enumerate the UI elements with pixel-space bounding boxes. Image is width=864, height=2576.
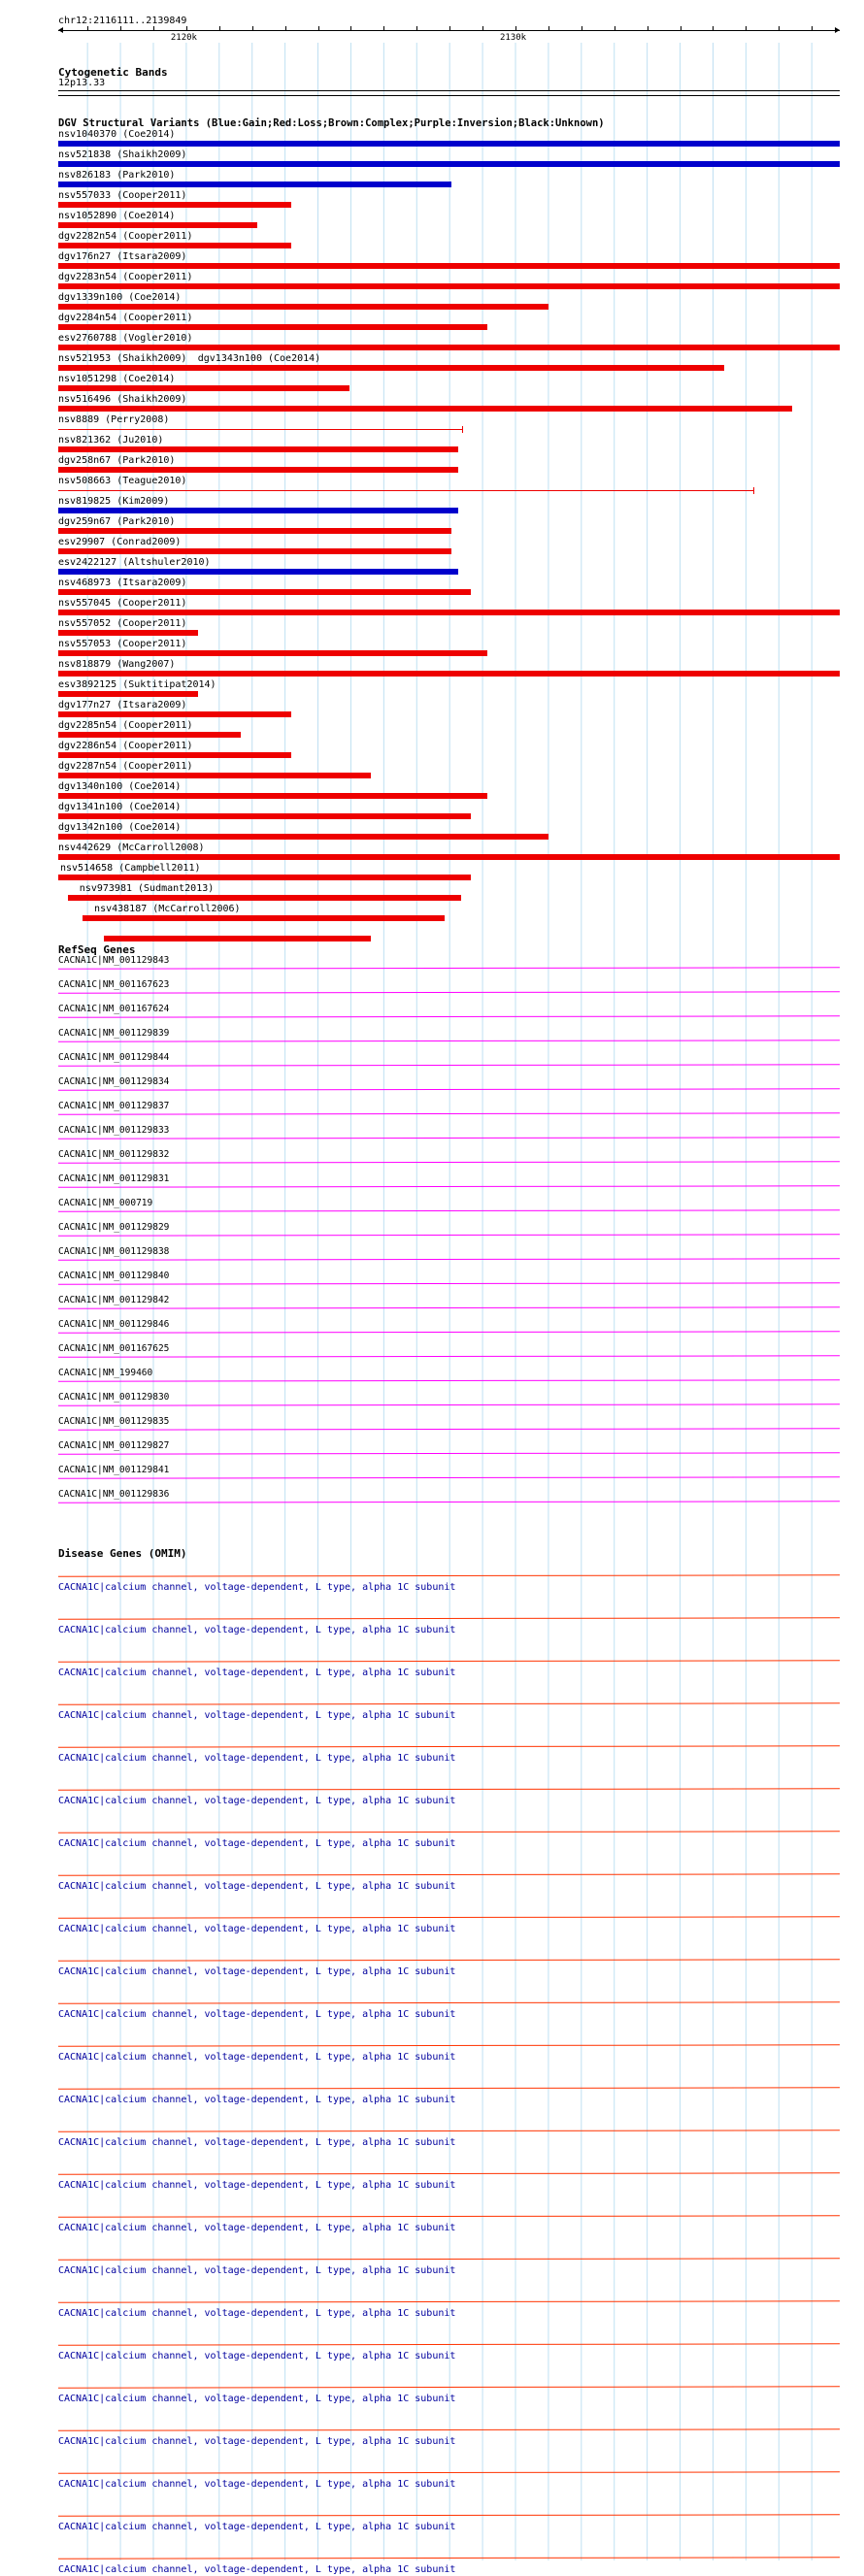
variant-label: nsv514658 (Campbell2011) [60, 863, 201, 874]
omim-label: CACNA1C|calcium channel, voltage-dependent, L type, alpha 1C subunit [58, 1881, 456, 1892]
gene-label: CACNA1C|NM_001129841 [58, 1465, 170, 1475]
variant-label: nsv973981 (Sudmant2013) [79, 883, 215, 894]
variant-bar [58, 345, 840, 350]
variant-bar [58, 793, 487, 799]
variant-label: esv2760788 (Vogler2010) [58, 333, 193, 344]
variant-bar [68, 895, 461, 901]
ruler-tick [186, 26, 187, 31]
ruler-tick [515, 26, 516, 31]
variant-label: esv29907 (Conrad2009) [58, 537, 182, 547]
ruler-tick [779, 26, 780, 31]
ruler-tick [153, 26, 154, 31]
cytoband-line-bottom [58, 95, 840, 96]
variant-label: nsv826183 (Park2010) [58, 170, 176, 181]
variant-bar [58, 161, 840, 167]
gene-label: CACNA1C|NM_001129840 [58, 1271, 170, 1281]
ruler-tick [252, 26, 253, 31]
variant-bar [58, 610, 840, 615]
omim-label: CACNA1C|calcium channel, voltage-dependent, L type, alpha 1C subunit [58, 1966, 456, 1977]
locus-label: chr12:2116111..2139849 [58, 16, 187, 26]
omim-label: CACNA1C|calcium channel, voltage-dependent, L type, alpha 1C subunit [58, 1796, 456, 1806]
cytoband-label: 12p13.33 [58, 78, 106, 88]
variant-bar [58, 650, 487, 656]
ruler-tick [87, 26, 88, 31]
variant-label: nsv557053 (Cooper2011) [58, 639, 187, 649]
variant-label: dgv1343n100 (Coe2014) [197, 353, 321, 364]
variant-label: nsv1052890 (Coe2014) [58, 211, 176, 221]
variant-bar [58, 406, 792, 412]
variant-label: nsv8889 (Perry2008) [58, 414, 170, 425]
cytoband-line-top [58, 90, 840, 91]
variant-label: nsv516496 (Shaikh2009) [58, 394, 187, 405]
gene-label: CACNA1C|NM_001129830 [58, 1392, 170, 1403]
omim-label: CACNA1C|calcium channel, voltage-dependent, L type, alpha 1C subunit [58, 2180, 456, 2191]
ruler-tick-label: 2130k [500, 33, 527, 43]
variant-label: nsv1040370 (Coe2014) [58, 129, 176, 140]
omim-label: CACNA1C|calcium channel, voltage-dependent, L type, alpha 1C subunit [58, 1753, 456, 1764]
gene-label: CACNA1C|NM_001129838 [58, 1246, 170, 1257]
omim-label: CACNA1C|calcium channel, voltage-dependent, L type, alpha 1C subunit [58, 1582, 456, 1593]
variant-label: nsv521838 (Shaikh2009) [58, 149, 187, 160]
variant-label: dgv1339n100 (Coe2014) [58, 292, 182, 303]
omim-label: CACNA1C|calcium channel, voltage-dependent, L type, alpha 1C subunit [58, 1710, 456, 1721]
variant-bar [58, 834, 548, 840]
gene-label: CACNA1C|NM_001129843 [58, 955, 170, 966]
variant-bar [58, 365, 198, 371]
variant-bar [83, 915, 445, 921]
ruler-tick [219, 26, 220, 31]
ruler-tick-label: 2120k [170, 33, 197, 43]
variant-end-tick [462, 426, 463, 433]
variant-label: nsv1051298 (Coe2014) [58, 374, 176, 384]
variant-bar [58, 324, 487, 330]
variant-label: nsv818879 (Wang2007) [58, 659, 176, 670]
variant-label: dgv1341n100 (Coe2014) [58, 802, 182, 812]
omim-label: CACNA1C|calcium channel, voltage-dependent, L type, alpha 1C subunit [58, 2351, 456, 2361]
gene-label: CACNA1C|NM_001129846 [58, 1319, 170, 1330]
variant-bar [58, 528, 451, 534]
variant-bar [58, 446, 458, 452]
variant-label: dgv2282n54 (Cooper2011) [58, 231, 193, 242]
variant-label: nsv557052 (Cooper2011) [58, 618, 187, 629]
variant-label: nsv557033 (Cooper2011) [58, 190, 187, 201]
variant-label: dgv176n27 (Itsara2009) [58, 251, 187, 262]
omim-label: CACNA1C|calcium channel, voltage-dependent, L type, alpha 1C subunit [58, 1668, 456, 1678]
variant-label: dgv2285n54 (Cooper2011) [58, 720, 193, 731]
gene-label: CACNA1C|NM_001129842 [58, 1295, 170, 1305]
ruler-tick [713, 26, 714, 31]
variant-bar [58, 569, 458, 575]
dgv-title: DGV Structural Variants (Blue:Gain;Red:Loss;Brown:Complex;Purple:Inversion;Black:Unknown) [58, 117, 605, 129]
variant-bar [104, 936, 371, 941]
variant-bar [58, 773, 371, 778]
variant-label: dgv177n27 (Itsara2009) [58, 700, 187, 710]
variant-label: dgv2283n54 (Cooper2011) [58, 272, 193, 282]
gene-label: CACNA1C|NM_001129834 [58, 1076, 170, 1087]
gene-label: CACNA1C|NM_001129837 [58, 1101, 170, 1111]
gene-label: CACNA1C|NM_001167623 [58, 979, 170, 990]
variant-label: dgv258n67 (Park2010) [58, 455, 176, 466]
variant-bar [198, 365, 725, 371]
gene-label: CACNA1C|NM_001167625 [58, 1343, 170, 1354]
variant-bar [58, 243, 291, 248]
variant-label: nsv508663 (Teague2010) [58, 476, 187, 486]
variant-bar [58, 141, 840, 147]
omim-label: CACNA1C|calcium channel, voltage-dependent, L type, alpha 1C subunit [58, 2223, 456, 2233]
omim-label: CACNA1C|calcium channel, voltage-dependent, L type, alpha 1C subunit [58, 2009, 456, 2020]
variant-bar [58, 548, 451, 554]
omim-label: CACNA1C|calcium channel, voltage-dependent, L type, alpha 1C subunit [58, 2052, 456, 2063]
cytoband-title: Cytogenetic Bands [58, 66, 168, 79]
ruler-tick [416, 26, 417, 31]
omim-label: CACNA1C|calcium channel, voltage-dependent, L type, alpha 1C subunit [58, 2479, 456, 2490]
variant-bar [58, 222, 257, 228]
variant-label: nsv819825 (Kim2009) [58, 496, 170, 507]
omim-label: CACNA1C|calcium channel, voltage-dependent, L type, alpha 1C subunit [58, 2394, 456, 2404]
gene-label: CACNA1C|NM_001129844 [58, 1052, 170, 1063]
variant-label: dgv1342n100 (Coe2014) [58, 822, 182, 833]
variant-label: nsv442629 (McCarroll2008) [58, 842, 205, 853]
omim-label: CACNA1C|calcium channel, voltage-dependent, L type, alpha 1C subunit [58, 2522, 456, 2532]
omim-label: CACNA1C|calcium channel, voltage-dependent, L type, alpha 1C subunit [58, 1625, 456, 1635]
ruler-tick [383, 26, 384, 31]
variant-bar [58, 671, 840, 677]
variant-bar [58, 385, 349, 391]
ruler-right-arrow [835, 27, 840, 33]
omim-label: CACNA1C|calcium channel, voltage-dependent, L type, alpha 1C subunit [58, 2564, 456, 2575]
variant-label: dgv2286n54 (Cooper2011) [58, 741, 193, 751]
variant-bar [58, 182, 451, 187]
variant-label: dgv259n67 (Park2010) [58, 516, 176, 527]
variant-label: dgv2284n54 (Cooper2011) [58, 313, 193, 323]
variant-bar [58, 711, 291, 717]
variant-bar [58, 630, 198, 636]
variant-bar [58, 813, 471, 819]
variant-bar [58, 283, 840, 289]
variant-label: nsv521953 (Shaikh2009) [58, 353, 187, 364]
ruler-tick [350, 26, 351, 31]
variant-bar [58, 752, 291, 758]
variant-bar [58, 263, 840, 269]
variant-label: nsv821362 (Ju2010) [58, 435, 164, 446]
omim-label: CACNA1C|calcium channel, voltage-dependent, L type, alpha 1C subunit [58, 1924, 456, 1934]
gene-label: CACNA1C|NM_001167624 [58, 1004, 170, 1014]
ruler-tick [812, 26, 813, 31]
ruler-tick [449, 26, 450, 31]
variant-label: nsv557045 (Cooper2011) [58, 598, 187, 609]
variant-label: nsv438187 (McCarroll2006) [94, 904, 241, 914]
variant-bar [58, 691, 198, 697]
omim-label: CACNA1C|calcium channel, voltage-dependent, L type, alpha 1C subunit [58, 2095, 456, 2105]
variant-bar [58, 490, 754, 491]
variant-label: dgv1340n100 (Coe2014) [58, 781, 182, 792]
variant-bar [58, 875, 471, 880]
ruler-left-arrow [58, 27, 63, 33]
gene-label: CACNA1C|NM_001129831 [58, 1173, 170, 1184]
omim-label: CACNA1C|calcium channel, voltage-dependent, L type, alpha 1C subunit [58, 2265, 456, 2276]
variant-bar [58, 854, 840, 860]
gene-label: CACNA1C|NM_199460 [58, 1368, 153, 1378]
variant-bar [58, 304, 548, 310]
variant-bar [58, 589, 471, 595]
variant-label: nsv468973 (Itsara2009) [58, 578, 187, 588]
refseq-title: RefSeq Genes [58, 943, 136, 956]
omim-title: Disease Genes (OMIM) [58, 1547, 187, 1560]
variant-bar [58, 508, 458, 513]
omim-label: CACNA1C|calcium channel, voltage-dependent, L type, alpha 1C subunit [58, 1838, 456, 1849]
ruler-tick [120, 26, 121, 31]
gene-label: CACNA1C|NM_001129839 [58, 1028, 170, 1039]
ruler-tick [482, 26, 483, 31]
gene-label: CACNA1C|NM_001129832 [58, 1149, 170, 1160]
omim-label: CACNA1C|calcium channel, voltage-dependent, L type, alpha 1C subunit [58, 2436, 456, 2447]
variant-bar [58, 429, 463, 430]
gene-label: CACNA1C|NM_001129835 [58, 1416, 170, 1427]
gene-label: CACNA1C|NM_001129836 [58, 1489, 170, 1500]
variant-label: dgv2287n54 (Cooper2011) [58, 761, 193, 772]
variant-end-tick [753, 487, 754, 494]
variant-label: esv3892125 (Suktitipat2014) [58, 679, 216, 690]
variant-bar [58, 732, 241, 738]
ruler-tick [746, 26, 747, 31]
ruler-tick [285, 26, 286, 31]
omim-label: CACNA1C|calcium channel, voltage-dependent, L type, alpha 1C subunit [58, 2308, 456, 2319]
variant-bar [58, 467, 458, 473]
ruler-tick [318, 26, 319, 31]
gene-label: CACNA1C|NM_001129829 [58, 1222, 170, 1233]
ruler-tick [548, 26, 549, 31]
variant-label: esv2422127 (Altshuler2010) [58, 557, 211, 568]
omim-label: CACNA1C|calcium channel, voltage-dependent, L type, alpha 1C subunit [58, 2137, 456, 2148]
gene-label: CACNA1C|NM_000719 [58, 1198, 153, 1208]
gene-label: CACNA1C|NM_001129833 [58, 1125, 170, 1136]
gene-label: CACNA1C|NM_001129827 [58, 1440, 170, 1451]
variant-bar [58, 202, 291, 208]
